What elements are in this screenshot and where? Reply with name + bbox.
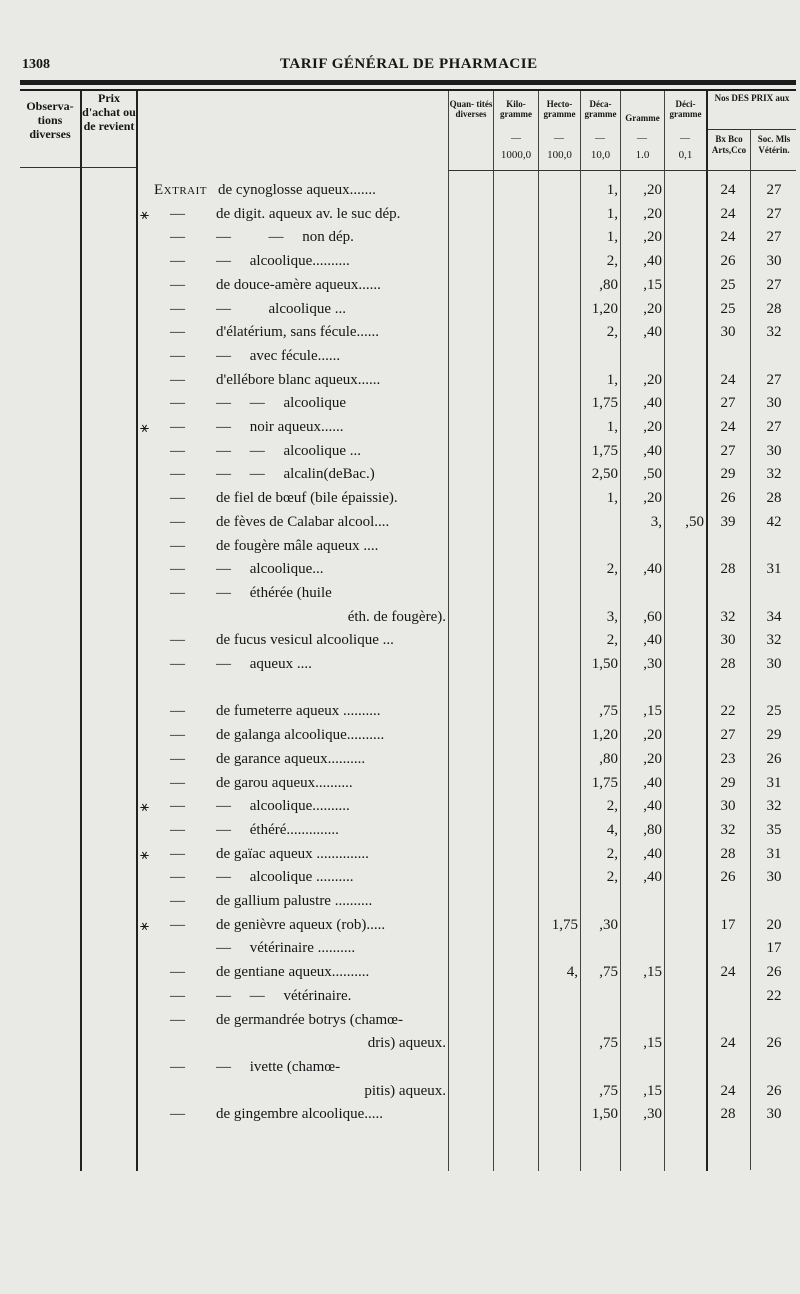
ditto-dash: —: [170, 916, 185, 933]
entry-name: — alcoolique ..........: [216, 869, 354, 886]
table-row: [0, 253, 800, 275]
price-deca: 2,: [606, 845, 618, 862]
price-deca: 1,20: [591, 727, 618, 744]
table-row: [0, 609, 800, 631]
price-b: 30: [766, 253, 782, 270]
price-gramme: ,20: [643, 419, 662, 435]
entry-name: — alcoolique...: [216, 561, 324, 578]
price-a: 23: [720, 750, 736, 767]
price-a: 30: [720, 324, 736, 341]
entry-name: dris) aqueux.: [367, 1035, 446, 1052]
ditto-dash: —: [170, 537, 185, 554]
header-prix: Prix d'achat ou de revient: [82, 91, 136, 133]
price-gramme: ,20: [643, 205, 662, 222]
entry-name: de douce-amère aqueux......: [216, 276, 381, 293]
entry-name: de gaïac aqueux ..............: [216, 845, 369, 862]
ditto-dash: —: [170, 893, 185, 909]
table-row: [0, 1035, 800, 1057]
table-row: [0, 869, 800, 891]
cross-mark-icon: ⚹: [140, 420, 150, 436]
table-row: [0, 514, 800, 536]
entry-name: pitis) aqueux.: [364, 1082, 446, 1099]
ditto-dash: —: [170, 253, 185, 270]
price-deca: 1,: [606, 229, 618, 246]
price-b: 30: [766, 869, 782, 886]
price-gramme: ,40: [643, 798, 662, 815]
ditto-dash: —: [170, 632, 185, 649]
price-deca: 1,50: [591, 1106, 618, 1123]
price-deca: 2,: [606, 869, 618, 886]
price-a: 17: [720, 916, 736, 933]
entry-name: — avec fécule......: [216, 347, 341, 364]
price-b: 26: [766, 750, 782, 767]
price-a: 28: [720, 561, 736, 578]
entry-name: — alcoolique..........: [216, 798, 350, 815]
price-gramme: ,20: [643, 300, 662, 317]
header-kilo: Kilo- gramme: [500, 99, 532, 120]
header-dash: —: [680, 133, 690, 144]
header-dash: —: [637, 133, 647, 144]
entry-name: — vétérinaire ..........: [216, 940, 356, 957]
price-gramme: ,40: [643, 561, 662, 578]
price-a: 24: [720, 182, 736, 198]
table-row: [0, 1012, 800, 1034]
price-deca: 1,: [606, 490, 618, 507]
entry-name: de fèves de Calabar alcool....: [216, 513, 390, 530]
unit-hecto: 100,0: [547, 149, 572, 161]
table-row: [0, 940, 800, 962]
price-b: 27: [766, 276, 782, 293]
price-deca: 2,: [606, 324, 618, 341]
ditto-dash: —: [170, 727, 185, 744]
unit-deca: 10,0: [590, 149, 611, 161]
entry-name: de cynoglosse aqueux.......: [218, 182, 376, 198]
header-dash: —: [511, 133, 521, 144]
price-b: 29: [766, 727, 782, 744]
table-row: [0, 490, 800, 512]
price-gramme: ,30: [643, 656, 662, 672]
price-a: 39: [720, 513, 736, 530]
table-row: [0, 751, 800, 773]
entry-name: — éthéré..............: [216, 821, 339, 838]
price-deca: 1,75: [591, 442, 618, 459]
ditto-dash: —: [170, 561, 185, 578]
ditto-dash: —: [170, 229, 185, 246]
entry-name: d'ellébore blanc aqueux......: [216, 371, 381, 388]
price-gramme: ,30: [643, 1106, 662, 1123]
ditto-dash: —: [170, 774, 185, 791]
table-row: [0, 324, 800, 346]
header-arts: Bx Bco Arts,Cco: [711, 134, 747, 156]
table-row: [0, 182, 800, 204]
cross-mark-icon: ⚹: [140, 917, 150, 934]
price-gramme: ,40: [643, 324, 662, 341]
price-gramme: ,40: [643, 774, 662, 791]
price-gramme: ,50: [643, 466, 662, 483]
cross-mark-icon: ⚹: [140, 206, 150, 223]
header-bottom-rule: [20, 167, 80, 168]
table-row: [0, 206, 800, 228]
table-row: [0, 348, 800, 370]
price-deca: 1,75: [591, 774, 618, 791]
price-gramme: ,40: [643, 632, 662, 649]
table-row: [0, 538, 800, 560]
price-a: 28: [720, 845, 736, 862]
price-gramme: ,20: [643, 490, 662, 507]
entry-name: de garance aqueux..........: [216, 750, 366, 767]
price-deca: ,75: [599, 964, 618, 981]
unit-deci: 0,1: [678, 149, 693, 161]
price-a: 26: [720, 869, 736, 886]
entry-name: — alcoolique..........: [216, 253, 350, 270]
ditto-dash: —: [170, 490, 185, 507]
header-dash: —: [595, 133, 605, 144]
entry-name: de gingembre alcoolique.....: [216, 1106, 384, 1123]
table-row: [0, 277, 800, 299]
price-gramme: ,15: [643, 964, 662, 981]
price-hecto: 4,: [566, 964, 578, 981]
ditto-dash: —: [170, 964, 185, 981]
entry-name: — — alcoolique: [216, 395, 346, 412]
ditto-dash: —: [170, 419, 185, 435]
price-gramme: ,20: [643, 750, 662, 767]
price-deca: 2,: [606, 632, 618, 649]
price-deca: ,75: [599, 703, 618, 720]
table-row: [0, 703, 800, 725]
table-row: [0, 893, 800, 915]
ditto-dash: —: [170, 584, 185, 601]
ditto-dash: —: [170, 1106, 185, 1123]
entry-name: — — alcoolique ...: [216, 442, 361, 459]
price-deca: 4,: [606, 821, 618, 838]
entry-name: — ivette (chamœ-: [216, 1058, 341, 1075]
price-gramme: ,20: [643, 727, 662, 744]
ditto-dash: —: [170, 656, 185, 672]
price-a: 26: [720, 253, 736, 270]
table-row: [0, 395, 800, 417]
header-quantites: Quan- tités diverses: [449, 99, 493, 120]
price-b: 26: [766, 1082, 782, 1099]
header-rule-thick: [20, 80, 796, 85]
ditto-dash: —: [170, 869, 185, 886]
price-deca: ,80: [599, 276, 618, 293]
price-b: 27: [766, 229, 782, 246]
price-gramme: ,80: [643, 821, 662, 838]
price-gramme: ,15: [643, 703, 662, 720]
ditto-dash: —: [170, 987, 185, 1004]
entry-name: — — alcalin(deBac.): [216, 466, 375, 483]
ditto-dash: —: [170, 324, 185, 341]
price-hecto: 1,75: [551, 916, 578, 933]
price-b: 27: [766, 182, 782, 198]
entry-name: de garou aqueux..........: [216, 774, 353, 791]
price-a: 30: [720, 632, 736, 649]
ditto-dash: —: [170, 1058, 185, 1075]
price-deci: ,50: [685, 513, 704, 530]
entry-name: de gallium palustre ..........: [216, 893, 373, 909]
price-b: 32: [766, 324, 782, 341]
header-gramme: Gramme: [625, 113, 660, 123]
price-deca: ,75: [599, 1082, 618, 1099]
price-b: 32: [766, 632, 782, 649]
table-row: [0, 798, 800, 820]
price-gramme: ,20: [643, 371, 662, 388]
price-b: 17: [766, 940, 782, 957]
header-deci: Déci- gramme: [669, 99, 702, 120]
entry-name: de genièvre aqueux (rob).....: [216, 916, 386, 933]
price-b: 31: [766, 845, 782, 862]
table-row: [0, 229, 800, 251]
table-row: [0, 988, 800, 1010]
unit-kilo: 1000,0: [500, 149, 532, 161]
price-gramme: ,15: [643, 276, 662, 293]
table-row: [0, 822, 800, 844]
table-row: [0, 443, 800, 465]
price-b: 42: [766, 513, 782, 530]
header-bottom-rule: [82, 167, 136, 168]
price-b: 26: [766, 1035, 782, 1052]
entry-name: — — vétérinaire.: [216, 987, 352, 1004]
price-gramme: ,40: [643, 442, 662, 459]
ditto-dash: —: [170, 466, 185, 483]
price-a: 27: [720, 442, 736, 459]
entry-name: de gentiane aqueux..........: [216, 964, 370, 981]
entry-name: — — non dép.: [216, 229, 354, 246]
price-b: 34: [766, 608, 782, 625]
price-a: 27: [720, 395, 736, 412]
header-dash: —: [554, 133, 564, 144]
price-a: 25: [720, 276, 736, 293]
price-b: 22: [766, 987, 782, 1004]
price-deca: 2,: [606, 561, 618, 578]
price-gramme: ,20: [643, 182, 662, 198]
ditto-dash: —: [170, 798, 185, 815]
entry-name: de fumeterre aqueux ..........: [216, 703, 381, 720]
ditto-dash: —: [170, 276, 185, 293]
entry-name: — aqueux ....: [216, 656, 312, 672]
price-a: 28: [720, 1106, 736, 1123]
price-a: 27: [720, 727, 736, 744]
entry-name: de galanga alcoolique..........: [216, 727, 385, 744]
ditto-dash: —: [170, 821, 185, 838]
price-a: 24: [720, 419, 736, 435]
price-a: 25: [720, 300, 736, 317]
price-gramme: ,60: [643, 608, 662, 625]
header-soc: Soc. Mls Vétérin.: [757, 134, 791, 156]
table-row: [0, 656, 800, 678]
price-b: 27: [766, 371, 782, 388]
running-head: TARIF GÉNÉRAL DE PHARMACIE: [280, 56, 538, 72]
price-a: 24: [720, 1082, 736, 1099]
table-row: [0, 419, 800, 441]
price-a: 32: [720, 608, 736, 625]
price-b: 30: [766, 442, 782, 459]
entry-name: de fucus vesicul alcoolique ...: [216, 632, 394, 649]
price-b: 30: [766, 656, 782, 672]
price-b: 28: [766, 490, 782, 507]
price-deca: 1,: [606, 371, 618, 388]
table-row: [0, 561, 800, 583]
entry-name: de germandrée botrys (chamœ-: [216, 1011, 404, 1028]
price-b: 28: [766, 300, 782, 317]
ditto-dash: —: [170, 395, 185, 412]
price-a: 24: [720, 229, 736, 246]
table-row: [0, 1106, 800, 1128]
price-b: 30: [766, 1106, 782, 1123]
entry-name: — noir aqueux......: [216, 419, 344, 435]
price-b: 31: [766, 561, 782, 578]
entry-name: de fiel de bœuf (bile épaissie).: [216, 490, 398, 507]
price-deca: 2,50: [591, 466, 618, 483]
entry-name: d'élatérium, sans fécule......: [216, 324, 380, 341]
header-bottom-rule: [448, 170, 796, 171]
price-deca: 1,: [606, 182, 618, 198]
price-b: 25: [766, 703, 782, 720]
price-deca: ,30: [599, 916, 618, 933]
price-a: 24: [720, 1035, 736, 1052]
entry-name: de digit. aqueux av. le suc dép.: [216, 205, 401, 222]
table-row: [0, 775, 800, 797]
price-a: 29: [720, 774, 736, 791]
price-deca: 1,: [606, 419, 618, 435]
price-deca: 1,75: [591, 395, 618, 412]
price-b: 27: [766, 205, 782, 222]
price-a: 32: [720, 821, 736, 838]
price-a: 26: [720, 490, 736, 507]
price-deca: 1,: [606, 205, 618, 222]
ditto-dash: —: [170, 513, 185, 530]
price-deca: 3,: [606, 608, 618, 625]
ditto-dash: —: [170, 347, 185, 364]
price-a: 28: [720, 656, 736, 672]
ditto-dash: —: [170, 371, 185, 388]
price-gramme: 3,: [650, 513, 662, 530]
table-row: [0, 727, 800, 749]
unit-gramme: 1.0: [635, 149, 650, 161]
price-deca: 2,: [606, 798, 618, 815]
price-b: 35: [766, 821, 782, 838]
price-gramme: ,40: [643, 845, 662, 862]
table-row: [0, 917, 800, 939]
page-number: 1308: [22, 57, 50, 72]
ditto-dash: —: [170, 1011, 185, 1028]
table-row: [0, 372, 800, 394]
entry-name: éth. de fougère).: [347, 608, 446, 625]
price-b: 20: [766, 916, 782, 933]
price-b: 30: [766, 395, 782, 412]
ditto-dash: —: [170, 300, 185, 317]
price-b: 32: [766, 466, 782, 483]
header-hecto: Hecto- gramme: [543, 99, 576, 120]
price-a: 30: [720, 798, 736, 815]
price-b: 32: [766, 798, 782, 815]
header-nos-prix: Nos DES PRIX aux: [714, 93, 790, 103]
price-gramme: ,40: [643, 253, 662, 270]
entry-name: — éthérée (huile: [216, 584, 332, 601]
price-deca: 1,50: [591, 656, 618, 672]
ditto-dash: —: [170, 442, 185, 459]
price-gramme: ,15: [643, 1082, 662, 1099]
price-deca: ,75: [599, 1035, 618, 1052]
header-deca: Déca- gramme: [584, 99, 617, 120]
price-a: 22: [720, 703, 736, 720]
ditto-dash: —: [170, 845, 185, 862]
price-deca: 2,: [606, 253, 618, 270]
price-a: 24: [720, 205, 736, 222]
price-gramme: ,20: [643, 229, 662, 246]
ditto-dash: —: [170, 205, 185, 222]
table-row: [0, 1059, 800, 1081]
entry-name: — alcoolique ...: [216, 300, 346, 317]
table-row: [0, 964, 800, 986]
price-deca: ,80: [599, 750, 618, 767]
table-row: [0, 1083, 800, 1105]
cross-mark-icon: ⚹: [140, 799, 150, 816]
entry-lead: Extrait: [154, 182, 207, 198]
price-gramme: ,40: [643, 869, 662, 886]
cross-mark-icon: ⚹: [140, 846, 150, 863]
table-row: [0, 680, 800, 702]
table-row: [0, 466, 800, 488]
ditto-dash: —: [170, 703, 185, 720]
header-sub-rule: [708, 129, 796, 130]
price-b: 26: [766, 964, 782, 981]
header-observations: Observa- tions diverses: [26, 99, 74, 141]
price-a: 29: [720, 466, 736, 483]
price-b: 27: [766, 419, 782, 435]
entry-name: de fougère mâle aqueux ....: [216, 537, 379, 554]
price-a: 24: [720, 371, 736, 388]
price-gramme: ,40: [643, 395, 662, 412]
price-a: 24: [720, 964, 736, 981]
table-row: [0, 585, 800, 607]
price-gramme: ,15: [643, 1035, 662, 1052]
table-row: [0, 846, 800, 868]
table-row: [0, 301, 800, 323]
ditto-dash: —: [170, 750, 185, 767]
table-row: [0, 632, 800, 654]
price-b: 31: [766, 774, 782, 791]
price-deca: 1,20: [591, 300, 618, 317]
